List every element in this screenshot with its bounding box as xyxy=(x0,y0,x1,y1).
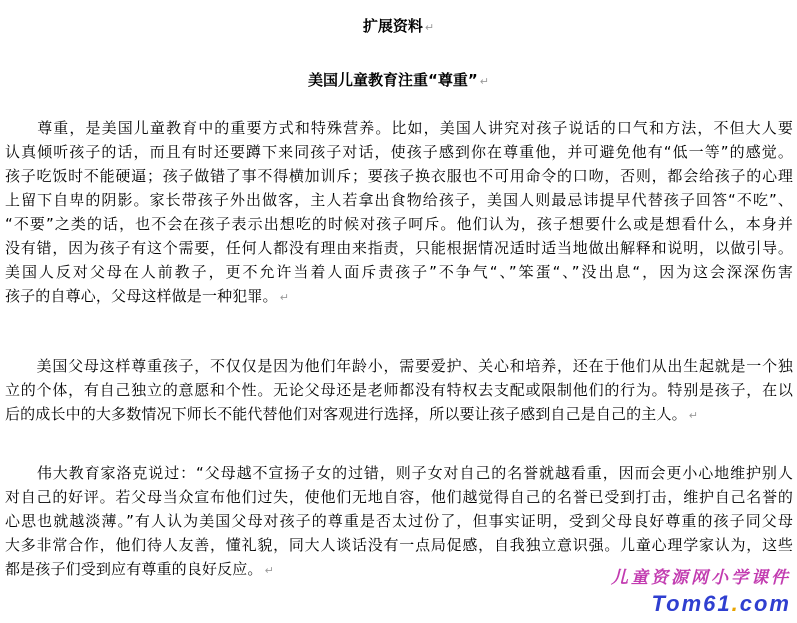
paragraph-mark: ↵ xyxy=(479,75,489,88)
heading-text: 扩展资料 xyxy=(362,17,423,35)
subheading-text: 美国儿童教育注重“尊重” xyxy=(308,71,478,89)
text-line: 孩子吃饭时不能硬逼；孩子做错了事不得横加训斥；要孩子换衣服也不可用命令的口吻，否则，都会给孩子的心理 xyxy=(5,167,793,185)
paragraph-mark: ↵ xyxy=(688,409,699,422)
text-line: 心思也就越淡薄。”有人认为美国父母对孩子的尊重是否太过份了，但事实证明，受到父母良好尊重的孩子同父母 xyxy=(5,512,793,530)
line-text: 都是孩子们受到应有尊重的良好反应。 xyxy=(5,560,263,578)
text-line-last xyxy=(5,284,793,308)
paragraph-2 xyxy=(5,354,793,426)
text-line: “不要”之类的话，也不会在孩子表示出想吃的时候对孩子呵斥。他们认为，孩子想要什么或是想看什么，本身并 xyxy=(5,215,793,233)
watermark-domain-main: Tom61 xyxy=(651,591,732,616)
text-line: 美国父母这样尊重孩子，不仅仅是因为他们年龄小，需要爱护、关心和培养，还在于他们从出生起就是一个独 xyxy=(5,357,793,375)
watermark-site-name: 儿童资源网小学课件 xyxy=(611,568,791,588)
text-line: 立的个体，有自己独立的意愿和个性。无论父母还是老师都没有特权去支配或限制他们的行为。特别是孩子，在以 xyxy=(5,381,793,399)
document-subheading xyxy=(0,70,797,92)
text-line-last xyxy=(5,402,793,426)
line-text: 后的成长中的大多数情况下师长不能代替他们对客观进行选择，所以要让孩子感到自己是自己的主人。 xyxy=(5,405,687,423)
watermark-domain xyxy=(652,591,791,617)
text-line: 上留下自卑的阴影。家长带孩子外出做客，主人若拿出食物给孩子，美国人则最忌讳提早代替孩子回答“不吃”、 xyxy=(5,191,793,209)
text-line: 大多非常合作，他们待人友善，懂礼貌，同大人谈话没有一点局促感，自我独立意识强。儿童心理学家认为，这些 xyxy=(5,536,793,554)
site-watermark-logo xyxy=(601,567,791,619)
text-line: 美国人反对父母在人前教子，更不允许当着人面斥责孩子”不争气“、”笨蛋“、”没出息“，因为这会深深伤害 xyxy=(5,263,793,281)
paragraph-1 xyxy=(5,116,793,308)
text-line: 认真倾听孩子的话，而且有时还要蹲下来同孩子对话，使孩子感到你在尊重他，并可避免他有“低一等”的感觉。 xyxy=(5,143,793,161)
text-line: 没有错，因为孩子有这个需要，任何人都没有理由来指责，只能根据情况适时适当地做出解释和说明，以做引导。 xyxy=(5,239,793,257)
watermark-domain-tld: com xyxy=(739,591,791,616)
text-line: 对自己的好评。若父母当众宣布他们过失，使他们无地自容，他们越觉得自己的名誉已受到打击，维护自己名誉的 xyxy=(5,488,793,506)
paragraph-mark: ↵ xyxy=(264,564,274,577)
watermark-domain-dot: . xyxy=(731,591,740,616)
paragraph-mark: ↵ xyxy=(279,291,290,304)
text-line: 尊重，是美国儿童教育中的重要方式和特殊营养。比如，美国人讲究对孩子说话的口气和方法，不但大人要 xyxy=(5,119,793,137)
text-line: 伟大教育家洛克说过：“父母越不宣扬子女的过错，则子女对自己的名誉就越看重，因而会更小心地维护别人 xyxy=(5,464,793,482)
paragraph-3 xyxy=(5,461,793,581)
document-heading xyxy=(0,16,797,38)
line-text: 孩子的自尊心，父母这样做是一种犯罪。 xyxy=(5,287,278,305)
paragraph-mark: ↵ xyxy=(424,21,435,34)
